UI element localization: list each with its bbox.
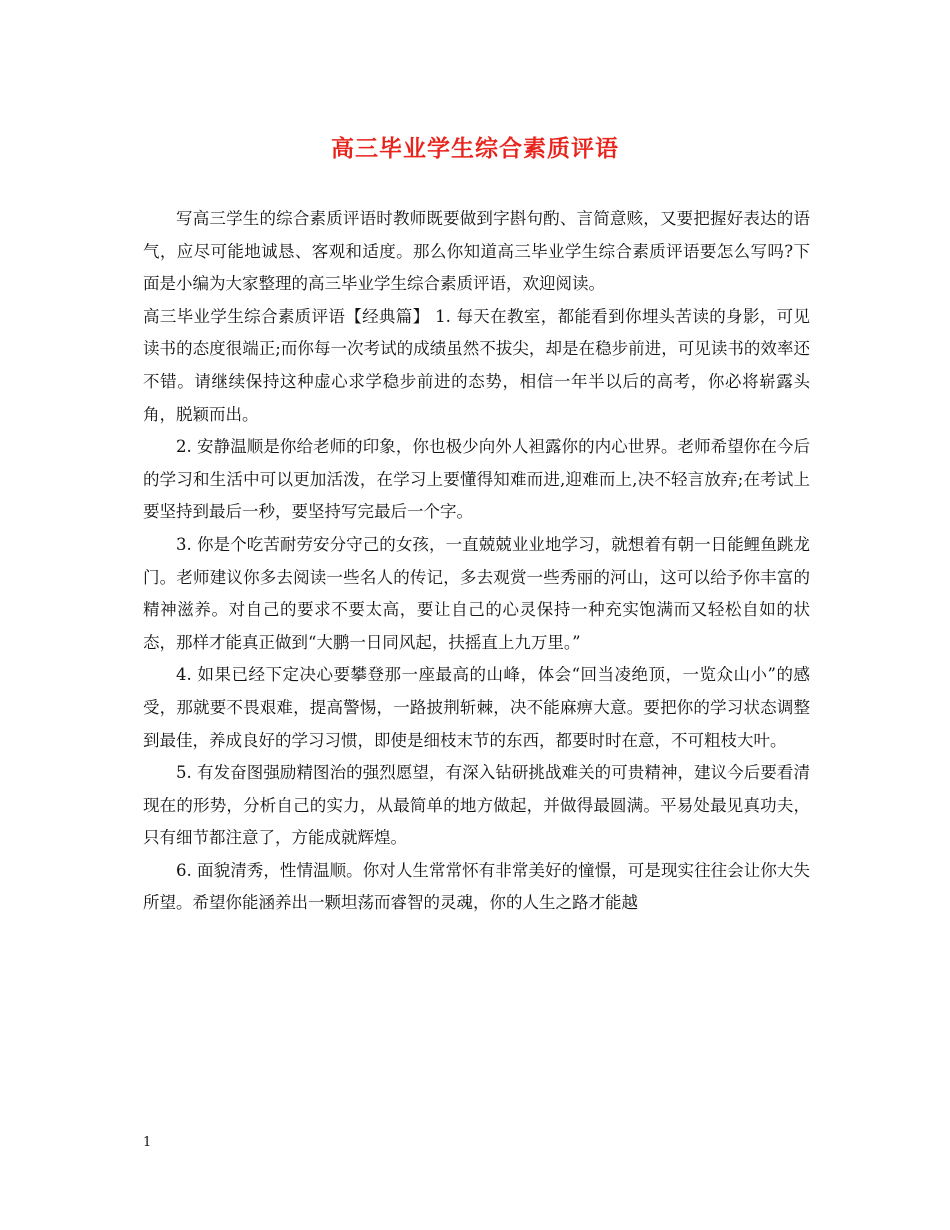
section-paragraph (143, 301, 810, 431)
item-3: 3. 你是个吃苦耐劳安分守己的女孩，一直兢兢业业地学习，就想着有朝一日能鲤鱼跳龙门。老师建议你多去阅读一些名人的传记，多去观赏一些秀丽的河山，这可以给予你丰富的精神滋养。对自己的要求不要太高，要让自己的心灵保持一种充实饱满而又轻松自如的状态，那样才能真正做到“大鹏一日同风起，扶摇直上九万里。” (143, 534, 810, 652)
page-number: 1 (143, 1135, 152, 1150)
section-heading: 高三毕业学生综合素质评语【经典篇】 (143, 306, 430, 326)
item-6: 6. 面貌清秀，性情温顺。你对人生常常怀有非常美好的憧憬，可是现实往往会让你大失所望。希望你能涵养出一颗坦荡而睿智的灵魂，你的人生之路才能越 (143, 860, 810, 913)
document-body (143, 203, 810, 920)
item-1: 1. 每天在教室，都能看到你埋头苦读的身影，可见读书的态度很端正;而你每一次考试的成绩虽然不拔尖，却是在稳步前进，可见读书的效率还不错。请继续保持这种虚心求学稳步前进的态势，相信一年半以后的高考，你必将崭露头角，脱颖而出。 (143, 306, 811, 424)
item-4: 4. 如果已经下定决心要攀登那一座最高的山峰，体会“回当凌绝顶，一览众山小”的感受，那就要不畏艰难，提高警惕，一路披荆斩棘，决不能麻痹大意。要把你的学习状态调整到最佳，养成良好的学习习惯，即使是细枝末节的东西，都要时时在意，不可粗枝大叶。 (143, 665, 810, 750)
item-2: 2. 安静温顺是你给老师的印象，你也极少向外人袒露你的内心世界。老师希望你在今后的学习和生活中可以更加活泼，在学习上要懂得知难而进,迎难而上,决不轻言放弃;在考试上要坚持到最后一秒，要坚持写完最后一个字。 (143, 437, 810, 522)
intro-paragraph: 写高三学生的综合素质评语时教师既要做到字斟句酌、言简意赅，又要把握好表达的语气，应尽可能地诚恳、客观和适度。那么你知道高三毕业学生综合素质评语要怎么写吗?下面是小编为大家整理的高三毕业学生综合素质评语，欢迎阅读。 (143, 209, 810, 294)
document-title: 高三毕业学生综合素质评语 (331, 135, 619, 162)
item-5: 5. 有发奋图强励精图治的强烈愿望，有深入钻研挑战难关的可贵精神，建议今后要看清现在的形势，分析自己的实力，从最简单的地方做起，并做得最圆满。平易处最见真功夫，只有细节都注意了，方能成就辉煌。 (143, 763, 810, 848)
